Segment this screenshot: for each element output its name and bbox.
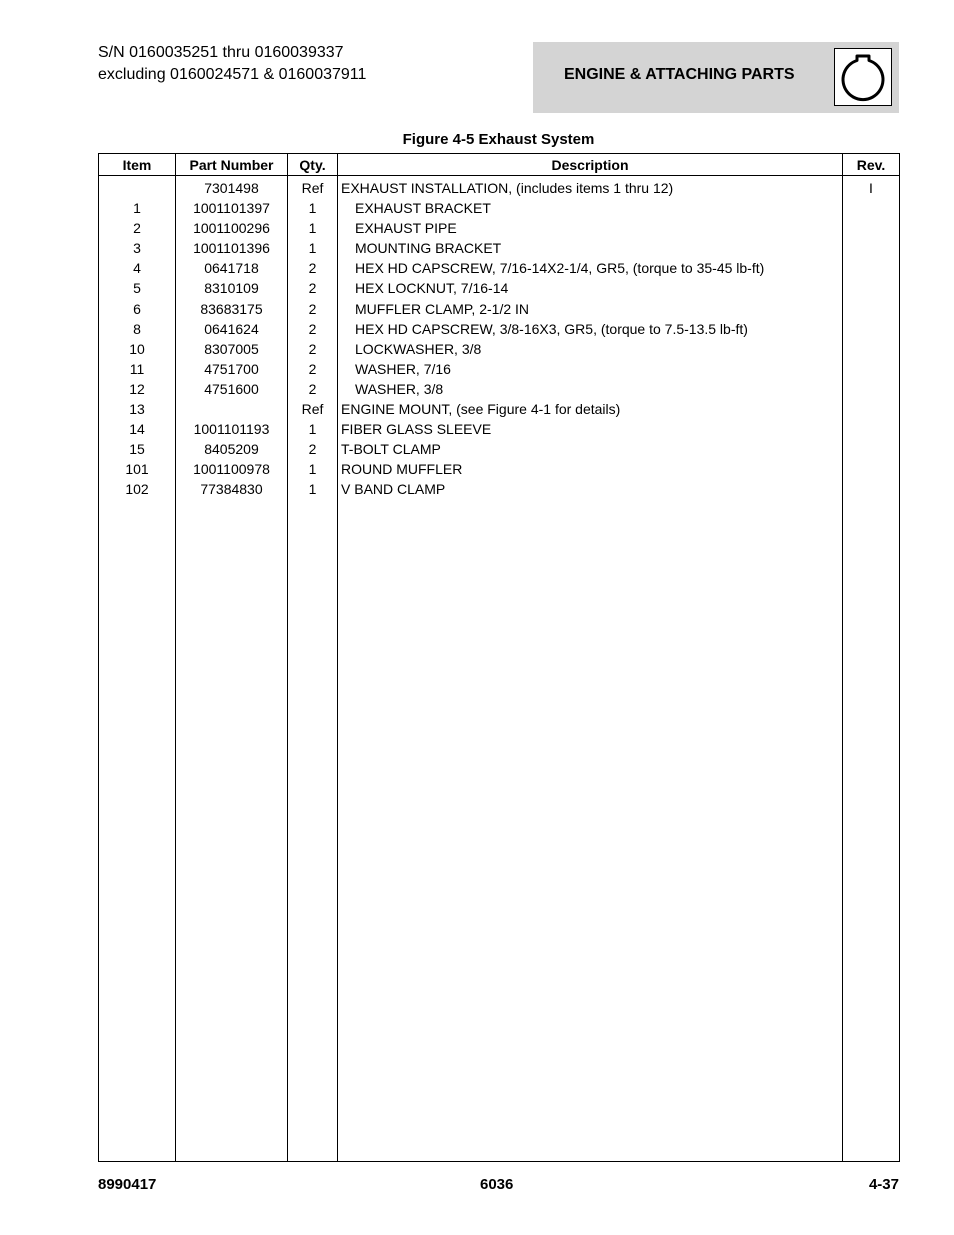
row-0-qty: Ref (301, 180, 324, 196)
row-3-qty: 1 (308, 240, 317, 257)
row-8-item: 10 (129, 340, 145, 357)
row-8-desc: LOCKWASHER, 3/8 (355, 340, 482, 357)
row-14-rev (843, 459, 899, 479)
row-10-rev (843, 379, 899, 399)
engine-outline-icon (835, 49, 891, 105)
row-7-qty: 2 (308, 320, 317, 337)
row-13-qty: 2 (308, 441, 317, 458)
footer-model-number: 6036 (480, 1176, 514, 1193)
row-1-rev (843, 198, 899, 218)
parts-table (98, 153, 900, 1162)
row-4-rev (843, 258, 899, 278)
table-body-row (99, 176, 900, 1162)
row-12-item: 14 (129, 421, 145, 438)
row-7-item: 8 (133, 320, 141, 337)
row-11-qty: Ref (301, 401, 324, 418)
row-6-desc: MUFFLER CLAMP, 2-1/2 IN (355, 300, 530, 317)
row-13-part: 8405209 (204, 441, 259, 458)
row-11-part (176, 399, 287, 419)
row-14-qty: 1 (308, 461, 317, 478)
row-9-item: 11 (129, 360, 145, 377)
row-5-rev (843, 278, 899, 298)
row-8-part: 8307005 (204, 340, 259, 357)
row-0-desc: EXHAUST INSTALLATION, (includes items 1 thru 12) (341, 180, 674, 196)
row-13-desc: T-BOLT CLAMP (341, 441, 441, 458)
row-12-rev (843, 419, 899, 439)
row-1-part: 1001101397 (193, 200, 270, 217)
row-7-part: 0641624 (204, 320, 259, 337)
row-5-desc: HEX LOCKNUT, 7/16-14 (355, 280, 509, 297)
row-14-item: 101 (125, 461, 149, 478)
row-6-item: 6 (133, 300, 141, 317)
row-11-rev (843, 399, 899, 419)
section-icon-box (834, 48, 892, 106)
table-header-row (99, 154, 900, 176)
row-4-item: 4 (133, 260, 141, 277)
row-6-part: 83683175 (200, 300, 263, 317)
row-3-desc: MOUNTING BRACKET (355, 240, 502, 257)
row-3-item: 3 (133, 240, 141, 257)
row-11-item: 13 (129, 401, 145, 418)
row-3-rev (843, 238, 899, 258)
row-5-item: 5 (133, 280, 141, 297)
row-14-part: 1001100978 (193, 461, 270, 478)
column-header-rev: Rev. (843, 154, 900, 176)
row-5-part: 8310109 (204, 280, 259, 297)
row-14-desc: ROUND MUFFLER (341, 461, 463, 478)
row-10-item: 12 (129, 380, 145, 397)
column-header-item: Item (99, 154, 176, 176)
row-1-item: 1 (133, 200, 141, 217)
column-header-description: Description (338, 154, 843, 176)
row-15-rev (843, 479, 899, 499)
row-0-part: 7301498 (204, 180, 259, 196)
row-2-qty: 1 (308, 220, 317, 237)
item-column (99, 176, 176, 1162)
row-9-part: 4751700 (204, 360, 259, 377)
serial-number-block (98, 42, 366, 86)
qty-column (288, 176, 338, 1162)
section-banner (533, 42, 899, 113)
footer-page-number: 4-37 (868, 1176, 899, 1193)
section-title: ENGINE & ATTACHING PARTS (564, 66, 795, 83)
row-1-qty: 1 (308, 200, 317, 217)
row-10-qty: 2 (308, 380, 317, 397)
row-5-qty: 2 (308, 280, 317, 297)
row-7-rev (843, 319, 899, 339)
row-7-desc: HEX HD CAPSCREW, 3/8-16X3, GR5, (torque to 7.5-13.5 lb-ft) (355, 320, 748, 337)
row-6-qty: 2 (308, 300, 317, 317)
row-4-part: 0641718 (204, 260, 259, 277)
description-column (338, 176, 843, 1162)
row-4-desc: HEX HD CAPSCREW, 7/16-14X2-1/4, GR5, (torque to 35-45 lb-ft) (355, 260, 765, 277)
row-15-desc: V BAND CLAMP (341, 481, 446, 498)
row-9-rev (843, 359, 899, 379)
row-6-rev (843, 299, 899, 319)
row-0-item (99, 178, 175, 198)
row-9-desc: WASHER, 7/16 (355, 360, 451, 377)
rev-column (843, 176, 900, 1162)
row-8-qty: 2 (308, 340, 317, 357)
row-2-item: 2 (133, 220, 141, 237)
row-15-part: 77384830 (200, 481, 263, 498)
row-8-rev (843, 339, 899, 359)
row-13-rev (843, 439, 899, 459)
column-header-qty: Qty. (288, 154, 338, 176)
row-2-rev (843, 218, 899, 238)
column-header-part-number: Part Number (176, 154, 288, 176)
row-4-qty: 2 (308, 260, 317, 277)
row-9-qty: 2 (308, 360, 317, 377)
row-3-part: 1001101396 (193, 240, 270, 257)
row-2-desc: EXHAUST PIPE (355, 220, 457, 237)
row-10-part: 4751600 (204, 380, 259, 397)
figure-title: Figure 4-5 Exhaust System (402, 131, 595, 148)
serial-exclusions: excluding 0160024571 & 0160037911 (98, 66, 367, 83)
row-12-part: 1001101193 (193, 421, 270, 438)
row-12-qty: 1 (308, 421, 317, 438)
row-13-item: 15 (129, 441, 145, 458)
row-11-desc: ENGINE MOUNT, (see Figure 4-1 for details) (341, 401, 621, 418)
row-1-desc: EXHAUST BRACKET (355, 200, 491, 217)
serial-range: S/N 0160035251 thru 0160039337 (98, 44, 344, 61)
part-number-column (176, 176, 288, 1162)
row-0-rev: I (869, 180, 873, 196)
row-12-desc: FIBER GLASS SLEEVE (341, 421, 492, 438)
row-15-qty: 1 (308, 481, 317, 498)
footer-publication-number: 8990417 (98, 1176, 157, 1193)
row-2-part: 1001100296 (193, 220, 270, 237)
row-10-desc: WASHER, 3/8 (355, 380, 444, 397)
row-15-item: 102 (125, 481, 149, 498)
